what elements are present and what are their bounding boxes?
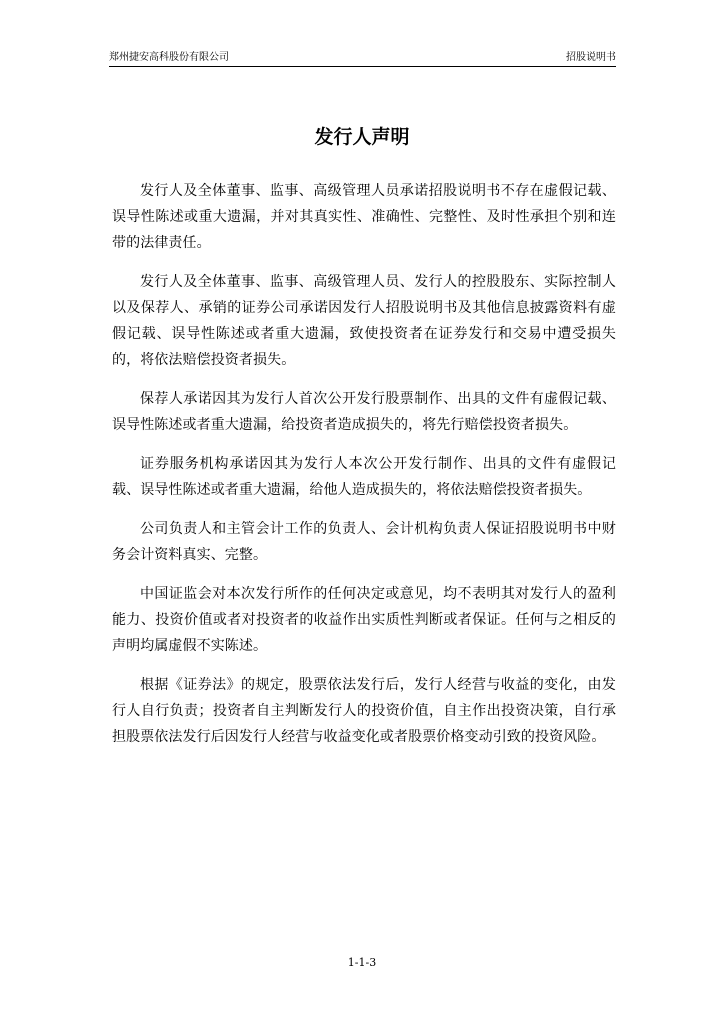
statement-paragraph-6: 中国证监会对本次发行所作的任何决定或意见，均不表明其对发行人的盈利能力、投资价值或者对投资者的收益作出实质性判断或者保证。任何与之相反的声明均属虚假不实陈述。: [112, 586, 616, 654]
statement-paragraph-1: 发行人及全体董事、监事、高级管理人员承诺招股说明书不存在虚假记载、误导性陈述或重大遗漏，并对其真实性、准确性、完整性、及时性承担个别和连带的法律责任。: [112, 183, 616, 251]
header-company-name: 郑州捷安高科股份有限公司: [109, 52, 229, 63]
page-title: 发行人声明: [314, 126, 410, 148]
statement-paragraph-7: 根据《证券法》的规定，股票依法发行后，发行人经营与收益的变化，由发行人自行负责；投资者自主判断发行人的投资价值，自主作出投资决策，自行承担股票依法发行后因发行人经营与收益变化或者股票价格变动引致的投资风险。: [112, 677, 616, 745]
statement-paragraph-3: 保荐人承诺因其为发行人首次公开发行股票制作、出具的文件有虚假记载、误导性陈述或者重大遗漏，给投资者造成损失的，将先行赔偿投资者损失。: [112, 391, 616, 433]
statement-paragraph-4: 证券服务机构承诺因其为发行人本次公开发行制作、出具的文件有虚假记载、误导性陈述或者重大遗漏，给他人造成损失的，将依法赔偿投资者损失。: [112, 456, 616, 498]
page-header: [109, 52, 616, 66]
page-number: 1-1-3: [347, 956, 377, 969]
header-divider: [109, 66, 616, 67]
header-document-type: 招股说明书: [566, 52, 616, 63]
statement-paragraph-5: 公司负责人和主管会计工作的负责人、会计机构负责人保证招股说明书中财务会计资料真实、完整。: [112, 521, 616, 563]
statement-body: [112, 178, 616, 763]
statement-paragraph-2: 发行人及全体董事、监事、高级管理人员、发行人的控股股东、实际控制人以及保荐人、承销的证券公司承诺因发行人招股说明书及其他信息披露资料有虚假记载、误导性陈述或者重大遗漏，致使投资者在证券发行和交易中遭受损失的，将依法赔偿投资者损失。: [112, 274, 616, 368]
